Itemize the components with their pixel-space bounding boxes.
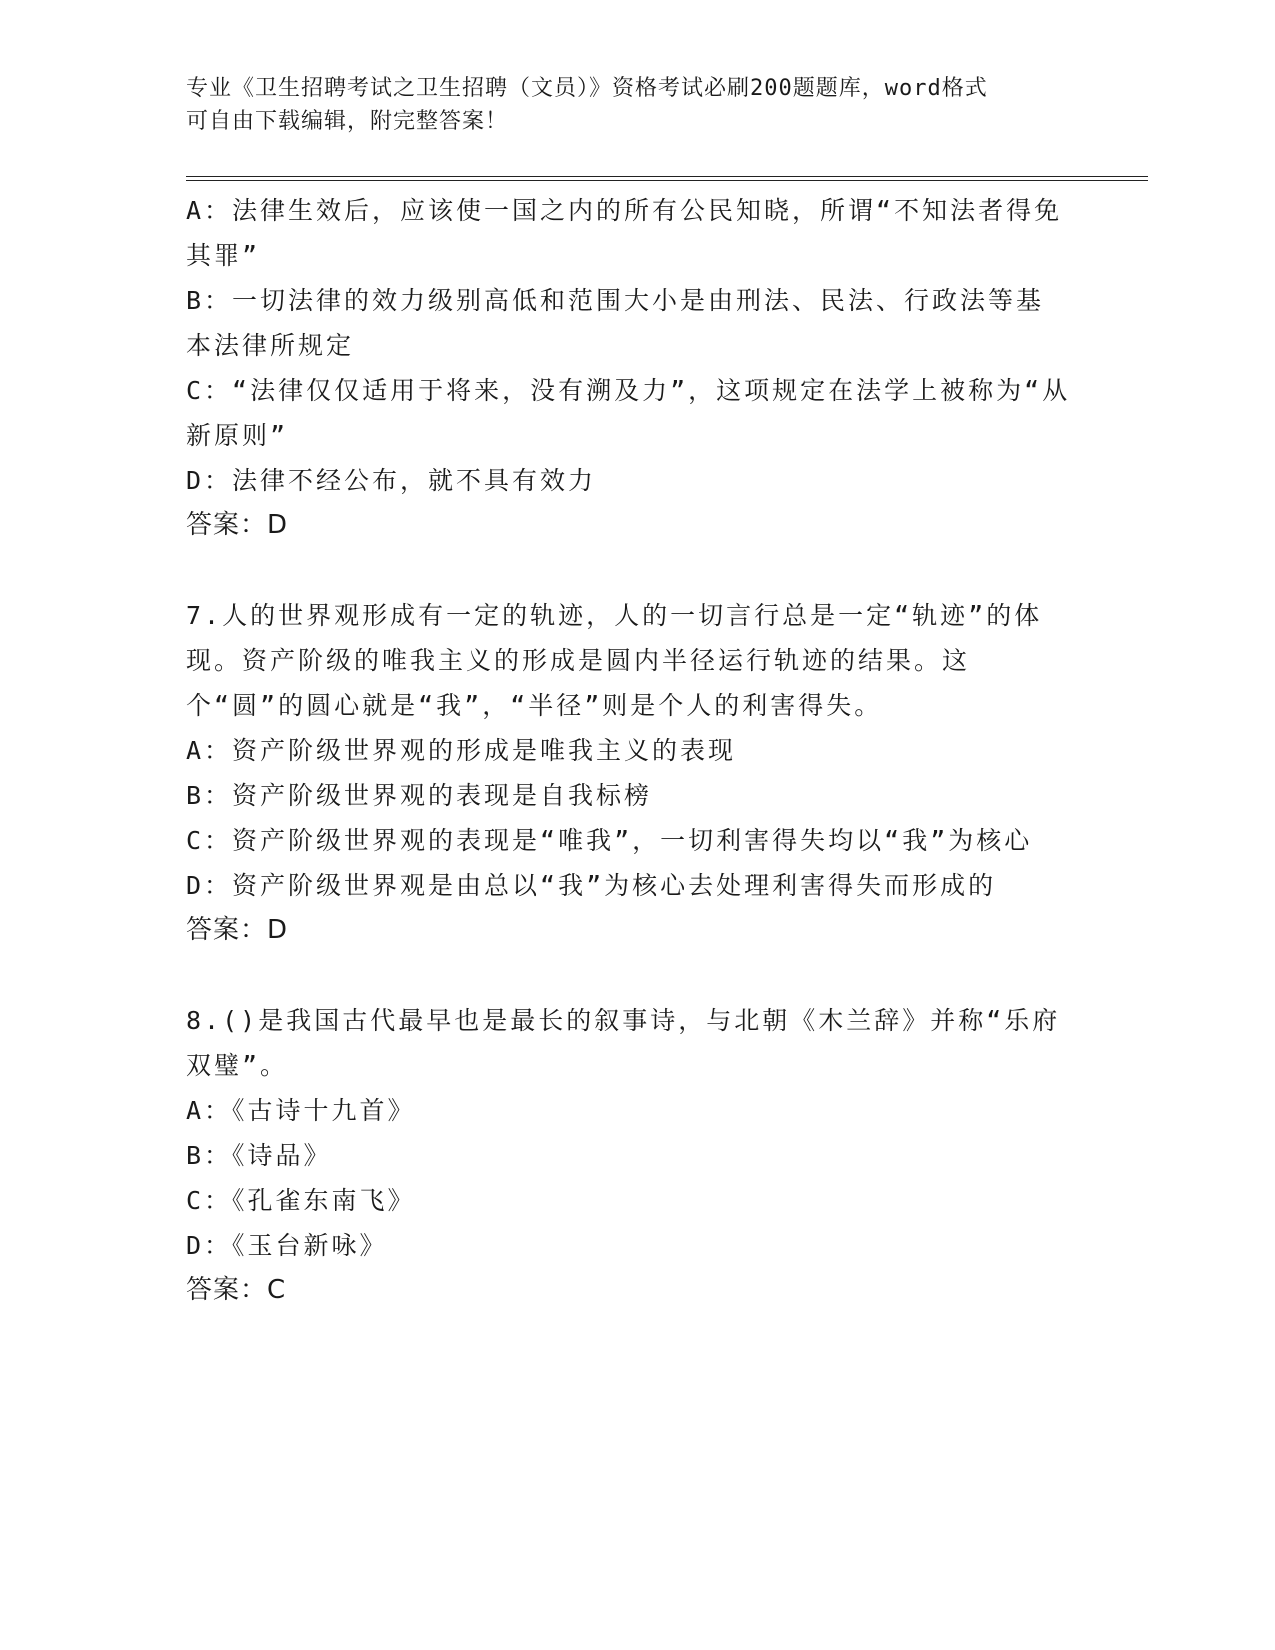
question-8 bbox=[186, 998, 1071, 1313]
option-c: C：《孔雀东南飞》 bbox=[186, 1186, 416, 1215]
option-a: A：法律生效后，应该使一国之内的所有公民知晓，所谓“不知法者得免其罪” bbox=[186, 196, 1063, 270]
question-spacer bbox=[186, 548, 1071, 593]
option-b: B：资产阶级世界观的表现是自我标榜 bbox=[186, 781, 653, 810]
question-stem: 7.人的世界观形成有一定的轨迹，人的一切言行总是一定“轨迹”的体现。资产阶级的唯我主义的形成是圆内半径运行轨迹的结果。这个“圆”的圆心就是“我”，“半径”则是个人的利害得失。 bbox=[186, 601, 1043, 720]
answer-line: 答案：D bbox=[186, 915, 289, 945]
page-header bbox=[186, 72, 1066, 138]
option-b: B：《诗品》 bbox=[186, 1141, 332, 1170]
answer-line: 答案：C bbox=[186, 1275, 287, 1305]
option-d: D：资产阶级世界观是由总以“我”为核心去处理利害得失而形成的 bbox=[186, 871, 997, 900]
header-title-line-1: 专业《卫生招聘考试之卫生招聘（文员）》资格考试必刷200题题库，word格式 bbox=[186, 76, 988, 101]
option-a: A：资产阶级世界观的形成是唯我主义的表现 bbox=[186, 736, 737, 765]
option-a: A：《古诗十九首》 bbox=[186, 1096, 416, 1125]
option-b: B：一切法律的效力级别高低和范围大小是由刑法、民法、行政法等基本法律所规定 bbox=[186, 286, 1045, 360]
question-list bbox=[186, 188, 1071, 1313]
answer-line: 答案：D bbox=[186, 510, 289, 540]
question-spacer bbox=[186, 953, 1071, 998]
option-d: D：法律不经公布，就不具有效力 bbox=[186, 466, 597, 495]
question-6-continued bbox=[186, 188, 1071, 548]
option-c: C：“法律仅仅适用于将来，没有溯及力”，这项规定在法学上被称为“从新原则” bbox=[186, 376, 1071, 450]
question-7 bbox=[186, 593, 1071, 953]
option-d: D：《玉台新咏》 bbox=[186, 1231, 388, 1260]
header-divider bbox=[186, 176, 1148, 181]
question-stem: 8.()是我国古代最早也是最长的叙事诗，与北朝《木兰辞》并称“乐府双璧”。 bbox=[186, 1006, 1061, 1080]
header-title-line-2: 可自由下载编辑，附完整答案！ bbox=[186, 109, 509, 134]
option-c: C：资产阶级世界观的表现是“唯我”，一切利害得失均以“我”为核心 bbox=[186, 826, 1033, 855]
